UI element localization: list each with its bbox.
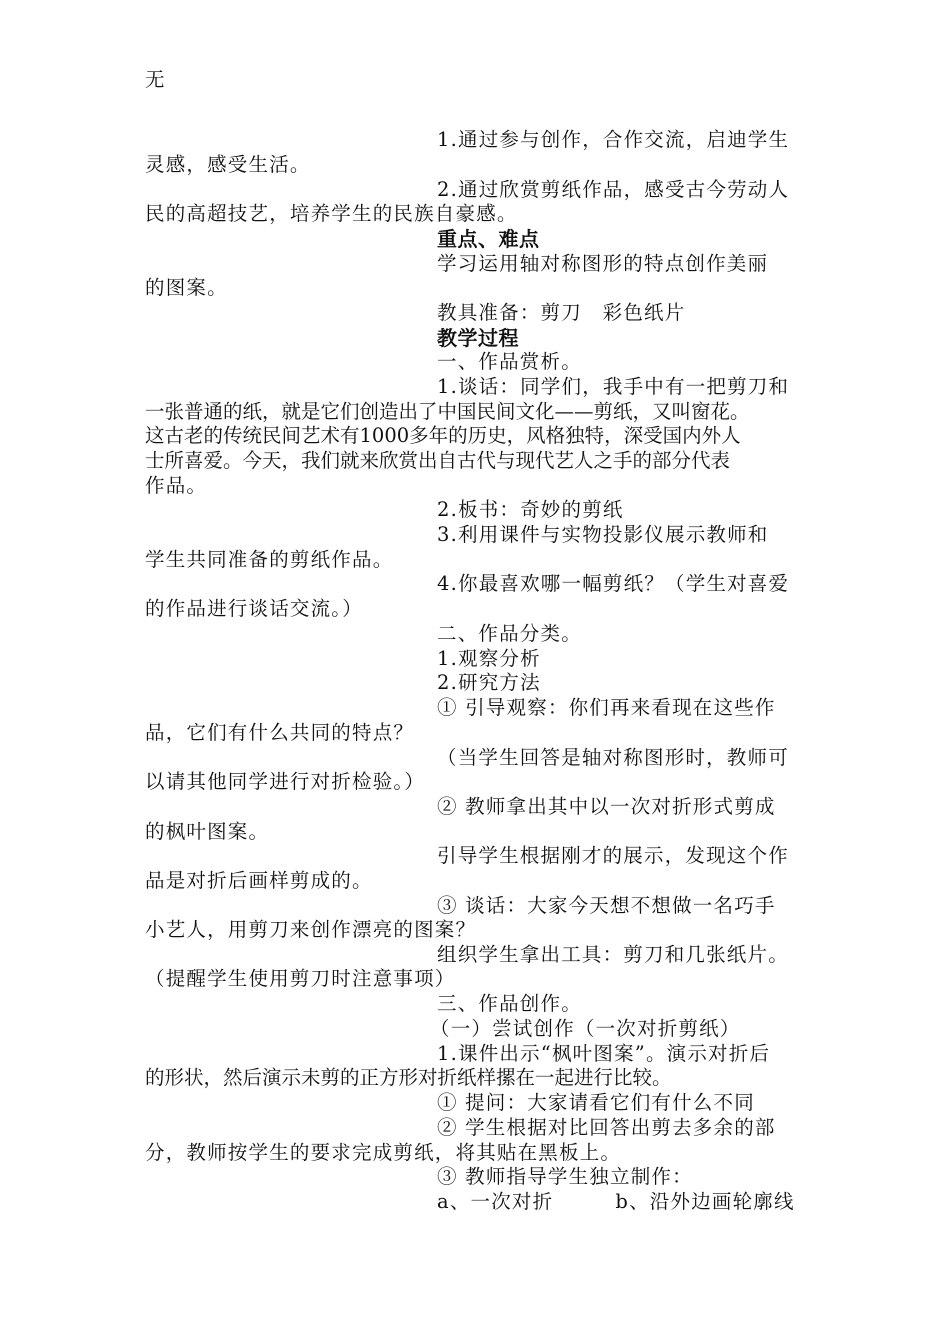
goal-1-line-2: 灵感，感受生活。 <box>145 153 311 176</box>
header-text: 无 <box>145 68 166 91</box>
process-heading: 教学过程 <box>437 326 519 350</box>
s2-step-2-line-3: 引导学生根据刚才的展示，发现这个作 <box>437 844 789 867</box>
goal-2-line-2: 民的高超技艺，培养学生的民族自豪感。 <box>145 202 518 225</box>
goal-2-line-1: 2.通过欣赏剪纸作品，感受古今劳动人 <box>437 178 790 201</box>
s2-step-3-line-3: 组织学生拿出工具：剪刀和几张纸片。 <box>437 943 789 966</box>
section-1-title: 一、作品赏析。 <box>437 350 582 373</box>
s3-step-2-line-1: ② 学生根据对比回答出剪去多余的部 <box>437 1116 776 1139</box>
section-2-title: 二、作品分类。 <box>437 622 582 645</box>
s2-item-2: 2.研究方法 <box>437 671 541 694</box>
s1-item-1-line-3: 这古老的传统民间艺术有1000多年的历史，风格独特，深受国内外人 <box>145 424 741 447</box>
s1-item-3-line-1: 3.利用课件与实物投影仪展示教师和 <box>437 523 769 546</box>
s2-step-2-line-1: ② 教师拿出其中以一次对折形式剪成 <box>437 795 776 818</box>
s1-item-1-line-5: 作品。 <box>145 474 208 497</box>
s1-item-3-line-2: 学生共同准备的剪纸作品。 <box>145 548 394 571</box>
s1-item-2: 2.板书：奇妙的剪纸 <box>437 498 624 521</box>
s2-step-1-line-2: 品，它们有什么共同的特点？ <box>145 721 415 744</box>
s3-item-1-line-1: 1.课件出示“枫叶图案”。演示对折后 <box>437 1042 771 1065</box>
s3-item-1-line-2: 的形状，然后演示未剪的正方形对折纸样摞在一起进行比较。 <box>145 1066 672 1089</box>
s1-item-4-line-1: 4.你最喜欢哪一幅剪纸？（学生对喜爱 <box>437 572 790 595</box>
s2-step-1-line-4: 以请其他同学进行对折检验。） <box>145 770 426 793</box>
s2-step-1-line-1: ① 引导观察：你们再来看现在这些作 <box>437 696 776 719</box>
s2-step-2-line-2: 的枫叶图案。 <box>145 820 270 843</box>
s2-item-1: 1.观察分析 <box>437 647 541 670</box>
s1-item-1-line-4: 士所喜爱。今天，我们就来欣赏出自古代与现代艺人之手的部分代表 <box>145 449 731 472</box>
section-3-title: 三、作品创作。 <box>437 992 582 1015</box>
s3-step-3: ③ 教师指导学生独立制作： <box>437 1165 693 1188</box>
key-points-heading: 重点、难点 <box>437 227 540 251</box>
s3-step-2-line-2: 分，教师按学生的要求完成剪纸，将其贴在黑板上。 <box>145 1141 622 1164</box>
s3-subtitle: （一）尝试创作（一次对折剪纸） <box>430 1017 741 1040</box>
s3-step-1: ① 提问：大家请看它们有什么不同 <box>437 1091 755 1114</box>
s1-item-1-line-2: 一张普通的纸，就是它们创造出了中国民间文化——剪纸，又叫窗花。 <box>145 400 750 423</box>
s2-step-1-line-3: （当学生回答是轴对称图形时，教师可 <box>437 746 789 769</box>
goal-1-line-1: 1.通过参与创作，合作交流，启迪学生 <box>437 128 790 151</box>
s2-step-3-line-4: （提醒学生使用剪刀时注意事项） <box>145 967 456 990</box>
key-points-line-1: 学习运用轴对称图形的特点创作美丽 <box>437 252 769 275</box>
s3-step-3-substeps: a、一次对折 b、沿外边画轮廓线 <box>437 1190 795 1213</box>
s2-step-2-line-4: 品是对折后画样剪成的。 <box>145 869 373 892</box>
s1-item-4-line-2: 的作品进行谈话交流。） <box>145 597 363 620</box>
s2-step-3-line-1: ③ 谈话：大家今天想不想做一名巧手 <box>437 894 776 917</box>
s2-step-3-line-2: 小艺人，用剪刀来创作漂亮的图案？ <box>145 918 477 941</box>
teaching-tools: 教具准备：剪刀 彩色纸片 <box>437 301 686 324</box>
key-points-line-2: 的图案。 <box>145 276 228 299</box>
s1-item-1-line-1: 1.谈话：同学们，我手中有一把剪刀和 <box>437 375 790 398</box>
